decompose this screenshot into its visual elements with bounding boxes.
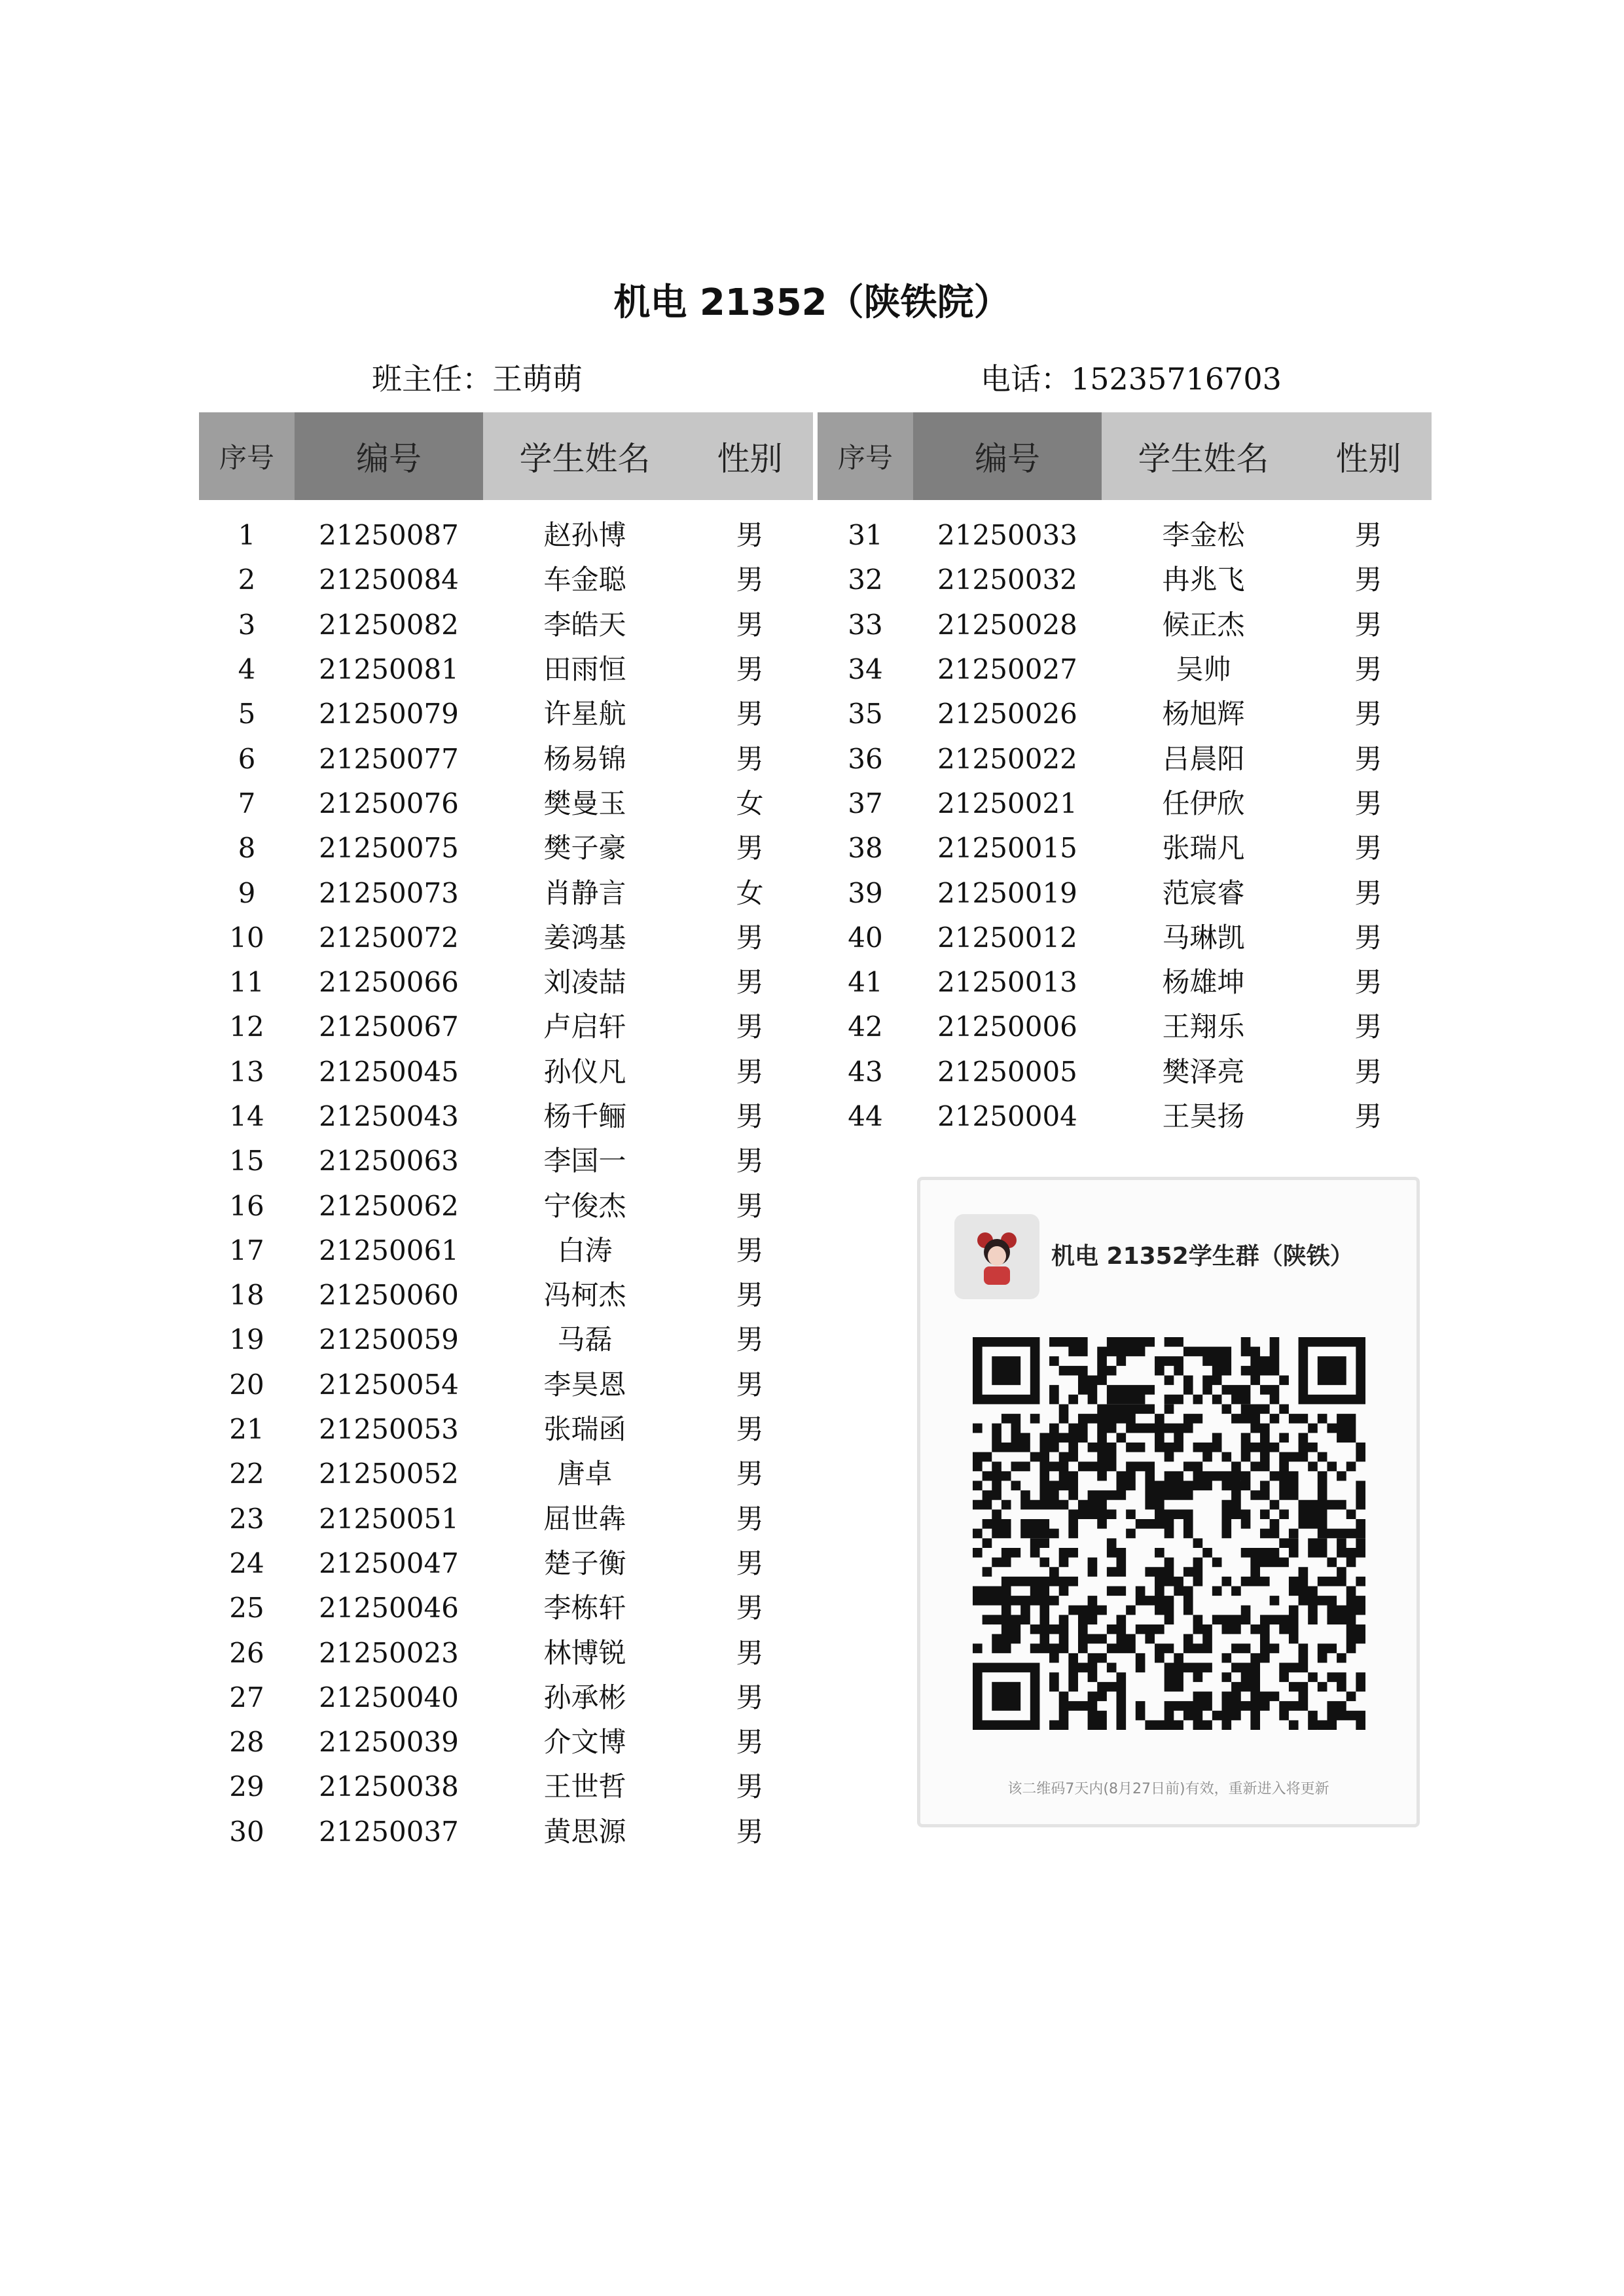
cell-student-name: 赵孙博: [543, 519, 626, 552]
cell-student-name: 樊曼玉: [543, 787, 626, 819]
table-row: [199, 1676, 813, 1720]
cell-seq: 40: [848, 921, 883, 954]
cell-seq: 31: [848, 519, 883, 552]
cell-gender: 男: [1354, 787, 1382, 819]
cell-student-name: 范宸睿: [1162, 876, 1245, 909]
cell-student-id: 21250051: [319, 1502, 459, 1535]
cell-student-name: 唐卓: [557, 1458, 613, 1490]
cell-seq: 39: [848, 876, 883, 909]
cell-student-name: 林博锐: [543, 1636, 626, 1669]
cell-student-id: 21250026: [937, 698, 1077, 730]
table-row: [818, 692, 1432, 736]
header-id: 编号: [295, 412, 483, 500]
cell-student-name: 王昊扬: [1162, 1100, 1245, 1132]
header-seq: 序号: [818, 412, 913, 500]
cell-seq: 24: [229, 1547, 264, 1579]
phone-number: 15235716703: [1071, 361, 1282, 397]
cell-gender: 男: [736, 1011, 764, 1043]
table-row: [818, 960, 1432, 1005]
cell-student-name: 杨千鲡: [543, 1100, 626, 1132]
cell-gender: 男: [1354, 1100, 1382, 1132]
cell-seq: 32: [848, 564, 883, 596]
cell-gender: 男: [736, 921, 764, 954]
cell-seq: 34: [848, 653, 883, 686]
cell-seq: 13: [229, 1055, 264, 1088]
cell-gender: 男: [736, 1502, 764, 1535]
cell-student-id: 21250022: [937, 742, 1077, 775]
cell-seq: 25: [229, 1592, 264, 1624]
avatar: [954, 1214, 1039, 1299]
cell-student-id: 21250081: [319, 653, 459, 686]
cell-student-id: 21250052: [319, 1458, 459, 1490]
cell-student-name: 张瑞凡: [1162, 832, 1245, 865]
cell-gender: 男: [1354, 608, 1382, 641]
cell-student-name: 张瑞函: [543, 1413, 626, 1446]
qr-validity-note: 该二维码7天内(8月27日前)有效，重新进入将更新: [1007, 1781, 1329, 1797]
cell-student-name: 孙仪凡: [543, 1055, 626, 1088]
table-row: [818, 647, 1432, 692]
cell-student-id: 21250040: [319, 1681, 459, 1713]
table-row: [199, 1497, 813, 1541]
cell-gender: 男: [736, 1547, 764, 1579]
roster-body-left: [199, 513, 813, 1854]
cell-student-id: 21250038: [319, 1770, 459, 1803]
header-row: [818, 412, 1432, 500]
cell-seq: 41: [848, 966, 883, 999]
table-row: [818, 1005, 1432, 1049]
cell-student-id: 21250047: [319, 1547, 459, 1579]
table-row: [199, 1273, 813, 1318]
cell-student-id: 21250075: [319, 832, 459, 865]
cell-student-name: 刘凌喆: [543, 966, 626, 999]
cell-student-id: 21250006: [937, 1011, 1077, 1043]
cell-student-id: 21250039: [319, 1726, 459, 1759]
cell-gender: 男: [736, 1145, 764, 1177]
cell-gender: 男: [736, 1234, 764, 1266]
cell-gender: 男: [736, 1100, 764, 1132]
wechat-group-qr-card: [917, 1177, 1420, 1827]
cell-student-id: 21250023: [319, 1636, 459, 1669]
cell-student-name: 白涛: [557, 1234, 613, 1266]
table-row: [818, 826, 1432, 870]
cell-gender: 男: [736, 608, 764, 641]
table-row: [818, 1050, 1432, 1094]
cell-student-name: 宁俊杰: [543, 1189, 626, 1222]
cell-gender: 男: [736, 653, 764, 686]
table-row: [818, 870, 1432, 915]
table-row: [199, 736, 813, 781]
cell-gender: 男: [736, 1726, 764, 1759]
cell-gender: 男: [1354, 1055, 1382, 1088]
cell-student-id: 21250073: [319, 876, 459, 909]
cell-student-name: 王世哲: [543, 1770, 626, 1803]
table-row: [818, 558, 1432, 602]
cell-student-id: 21250027: [937, 653, 1077, 686]
cell-seq: 8: [238, 832, 256, 865]
cell-gender: 男: [736, 1189, 764, 1222]
avatar-figure-icon: [971, 1229, 1023, 1285]
cell-student-id: 21250005: [937, 1055, 1077, 1088]
cell-student-id: 21250004: [937, 1100, 1077, 1132]
cell-student-name: 李金松: [1162, 519, 1245, 552]
cell-student-id: 21250045: [319, 1055, 459, 1088]
cell-student-name: 任伊欣: [1162, 787, 1245, 819]
cell-seq: 20: [229, 1368, 264, 1401]
cell-student-name: 吕晨阳: [1162, 742, 1245, 775]
cell-seq: 33: [848, 608, 883, 641]
cell-seq: 26: [229, 1636, 264, 1669]
cell-gender: 男: [736, 1681, 764, 1713]
cell-gender: 男: [736, 1413, 764, 1446]
cell-student-name: 卢启轩: [543, 1011, 626, 1043]
cell-student-name: 冉兆飞: [1162, 564, 1245, 596]
cell-gender: 男: [736, 1592, 764, 1624]
cell-student-name: 候正杰: [1162, 608, 1245, 641]
cell-seq: 3: [238, 608, 256, 641]
cell-student-id: 21250021: [937, 787, 1077, 819]
table-row: [199, 1452, 813, 1496]
cell-student-id: 21250082: [319, 608, 459, 641]
table-row: [199, 1363, 813, 1407]
cell-seq: 43: [848, 1055, 883, 1088]
cell-seq: 37: [848, 787, 883, 819]
cell-gender: 男: [1354, 519, 1382, 552]
cell-gender: 男: [736, 1055, 764, 1088]
table-row: [199, 558, 813, 602]
cell-seq: 17: [229, 1234, 264, 1266]
cell-student-id: 21250072: [319, 921, 459, 954]
cell-student-name: 杨易锦: [543, 742, 626, 775]
cell-student-name: 屈世犇: [543, 1502, 626, 1535]
header-name: 学生姓名: [1102, 412, 1305, 500]
cell-seq: 23: [229, 1502, 264, 1535]
cell-seq: 2: [238, 564, 256, 596]
table-row: [818, 781, 1432, 826]
cell-student-id: 21250028: [937, 608, 1077, 641]
cell-gender: 男: [736, 519, 764, 552]
cell-seq: 28: [229, 1726, 264, 1759]
table-row: [199, 826, 813, 870]
cell-gender: 男: [736, 1636, 764, 1669]
cell-student-id: 21250054: [319, 1368, 459, 1401]
table-row: [818, 1094, 1432, 1139]
cell-student-id: 21250076: [319, 787, 459, 819]
cell-gender: 男: [736, 564, 764, 596]
cell-seq: 27: [229, 1681, 264, 1713]
cell-gender: 男: [1354, 876, 1382, 909]
cell-gender: 女: [736, 787, 764, 819]
header-seq: 序号: [199, 412, 295, 500]
cell-gender: 女: [736, 876, 764, 909]
cell-student-id: 21250063: [319, 1145, 459, 1177]
cell-seq: 30: [229, 1815, 264, 1848]
cell-seq: 10: [229, 921, 264, 954]
table-row: [199, 916, 813, 960]
cell-student-name: 楚子衡: [543, 1547, 626, 1579]
cell-student-name: 樊子豪: [543, 832, 626, 865]
table-row: [199, 513, 813, 558]
cell-student-name: 李昊恩: [543, 1368, 626, 1401]
group-name: 机电 21352学生群（陕铁）: [1051, 1243, 1354, 1270]
page-title: 机电 21352（陕铁院）: [613, 281, 1011, 324]
cell-gender: 男: [736, 832, 764, 865]
cell-student-name: 马磊: [557, 1323, 613, 1356]
cell-gender: 男: [1354, 966, 1382, 999]
qr-code-icon: [973, 1337, 1365, 1730]
cell-student-id: 21250037: [319, 1815, 459, 1848]
cell-student-name: 樊泽亮: [1162, 1055, 1245, 1088]
table-row: [199, 1094, 813, 1139]
cell-gender: 男: [736, 1323, 764, 1356]
cell-seq: 18: [229, 1279, 264, 1312]
cell-student-id: 21250046: [319, 1592, 459, 1624]
cell-gender: 男: [736, 698, 764, 730]
cell-seq: 6: [238, 742, 256, 775]
table-row: [818, 736, 1432, 781]
cell-gender: 男: [1354, 698, 1382, 730]
roster-table-right: [818, 412, 1432, 1139]
cell-gender: 男: [736, 1770, 764, 1803]
cell-seq: 1: [238, 519, 256, 552]
cell-seq: 5: [238, 698, 256, 730]
cell-seq: 38: [848, 832, 883, 865]
cell-student-name: 许星航: [543, 698, 626, 730]
table-row: [199, 1229, 813, 1273]
table-row: [199, 603, 813, 647]
teacher-name: 王萌萌: [492, 361, 583, 397]
cell-seq: 22: [229, 1458, 264, 1490]
cell-student-name: 介文博: [543, 1726, 626, 1759]
table-row: [199, 1720, 813, 1765]
table-row: [199, 1586, 813, 1630]
header-gender: 性别: [687, 412, 813, 500]
cell-student-id: 21250087: [319, 519, 459, 552]
cell-seq: 7: [238, 787, 256, 819]
cell-seq: 42: [848, 1011, 883, 1043]
cell-seq: 35: [848, 698, 883, 730]
cell-student-id: 21250066: [319, 966, 459, 999]
cell-gender: 男: [1354, 653, 1382, 686]
table-row: [199, 692, 813, 736]
cell-seq: 11: [229, 966, 264, 999]
table-row: [199, 1183, 813, 1228]
cell-student-name: 王翔乐: [1162, 1011, 1245, 1043]
cell-student-name: 姜鸿基: [543, 921, 626, 954]
cell-seq: 21: [229, 1413, 264, 1446]
cell-student-id: 21250067: [319, 1011, 459, 1043]
cell-gender: 男: [1354, 564, 1382, 596]
table-row: [199, 1541, 813, 1586]
table-row: [199, 960, 813, 1005]
cell-seq: 16: [229, 1189, 264, 1222]
cell-student-id: 21250077: [319, 742, 459, 775]
cell-student-id: 21250012: [937, 921, 1077, 954]
cell-seq: 4: [238, 653, 256, 686]
roster-body-right: [818, 513, 1432, 1139]
table-row: [199, 1318, 813, 1362]
cell-gender: 男: [736, 1815, 764, 1848]
cell-student-id: 21250084: [319, 564, 459, 596]
cell-seq: 12: [229, 1011, 264, 1043]
table-row: [818, 513, 1432, 558]
cell-student-id: 21250059: [319, 1323, 459, 1356]
table-row: [199, 1005, 813, 1049]
cell-seq: 36: [848, 742, 883, 775]
cell-student-id: 21250061: [319, 1234, 459, 1266]
cell-seq: 15: [229, 1145, 264, 1177]
cell-student-id: 21250033: [937, 519, 1077, 552]
header-gender: 性别: [1305, 412, 1432, 500]
cell-student-id: 21250015: [937, 832, 1077, 865]
cell-student-name: 肖静言: [543, 876, 626, 909]
cell-gender: 男: [736, 1368, 764, 1401]
roster-table-left: [199, 412, 813, 1854]
table-row: [199, 1139, 813, 1183]
teacher-info: [372, 359, 583, 399]
cell-student-id: 21250013: [937, 966, 1077, 999]
cell-gender: 男: [1354, 1011, 1382, 1043]
table-row: [199, 1810, 813, 1854]
cell-student-name: 马琳凯: [1162, 921, 1245, 954]
cell-gender: 男: [1354, 832, 1382, 865]
table-row: [199, 1050, 813, 1094]
cell-student-id: 21250043: [319, 1100, 459, 1132]
table-row: [818, 603, 1432, 647]
table-row: [199, 870, 813, 915]
phone-label: 电话：: [981, 361, 1071, 397]
teacher-label: 班主任：: [372, 361, 492, 397]
cell-student-name: 田雨恒: [543, 653, 626, 686]
cell-student-id: 21250060: [319, 1279, 459, 1312]
cell-student-id: 21250053: [319, 1413, 459, 1446]
cell-gender: 男: [736, 742, 764, 775]
header-row: [199, 412, 813, 500]
header-name: 学生姓名: [483, 412, 687, 500]
table-row: [199, 1765, 813, 1809]
cell-seq: 29: [229, 1770, 264, 1803]
cell-student-name: 杨雄坤: [1162, 966, 1245, 999]
cell-student-name: 孙承彬: [543, 1681, 626, 1713]
cell-student-name: 吴帅: [1176, 653, 1231, 686]
cell-student-name: 冯柯杰: [543, 1279, 626, 1312]
cell-student-id: 21250079: [319, 698, 459, 730]
cell-gender: 男: [1354, 742, 1382, 775]
cell-student-name: 李栋轩: [543, 1592, 626, 1624]
table-row: [818, 916, 1432, 960]
cell-student-id: 21250062: [319, 1189, 459, 1222]
cell-student-id: 21250019: [937, 876, 1077, 909]
cell-student-name: 杨旭辉: [1162, 698, 1245, 730]
cell-gender: 男: [736, 966, 764, 999]
table-row: [199, 1407, 813, 1452]
table-row: [199, 647, 813, 692]
cell-gender: 男: [736, 1458, 764, 1490]
phone-info: [981, 359, 1282, 399]
cell-gender: 男: [736, 1279, 764, 1312]
cell-student-name: 车金聪: [543, 564, 626, 596]
table-row: [199, 1630, 813, 1675]
cell-student-id: 21250032: [937, 564, 1077, 596]
cell-gender: 男: [1354, 921, 1382, 954]
header-id: 编号: [913, 412, 1102, 500]
cell-student-name: 李皓天: [543, 608, 626, 641]
table-row: [199, 781, 813, 826]
cell-seq: 9: [238, 876, 256, 909]
cell-seq: 44: [848, 1100, 883, 1132]
cell-seq: 14: [229, 1100, 264, 1132]
cell-student-name: 黄思源: [543, 1815, 626, 1848]
cell-student-name: 李国一: [543, 1145, 626, 1177]
cell-seq: 19: [229, 1323, 264, 1356]
